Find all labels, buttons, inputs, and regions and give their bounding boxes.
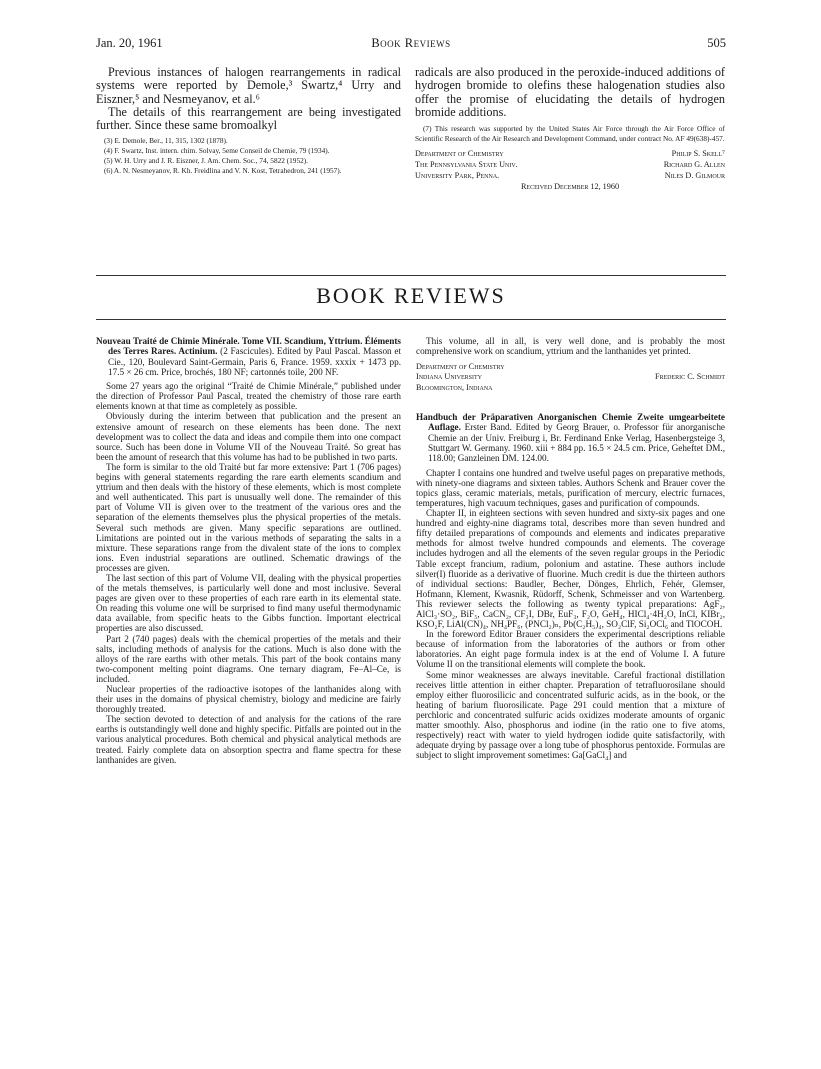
review-paragraph: The form is similar to the old Traité but far more extensive: Part 1 (706 pages) begins with general statements regarding the rare earth elements scandium and yttrium and then deals with the history of these elements, which is most complete and well authenticated. This part is unusually well done. The remainder of this part of Volume VII is given over to the treatment of the various ores and the separation of the elements themselves plus the physical properties of the metals. Several such methods are given. Many specific separations are outlined. Limitations are pointed out in the various methods of separating the salts in a mixture. These separations range from the divalent state of the ions to complex ions. Even industrial separations are outlined. Schematic drawings of the processes are given. bbox=[96, 461, 401, 573]
review-citation bbox=[416, 412, 725, 463]
review-paragraph: Nuclear properties of the radioactive isotopes of the lanthanides along with their uses in the domains of physical chemistry, biology and medicine are fairly thoroughly treated. bbox=[96, 684, 401, 715]
communication-left-column bbox=[96, 66, 401, 176]
book-details: Erster Band. Edited by Georg Brauer, o. Professor für anorganische Chemie an der Univ. Freiburg i, Br. Ferdinand Enke Verlag, Hasenbergsteige 3, Stuttgart W. Germany. 1960. xiii + 884 pp. 16.5 × 24.5 cm. Price, Geheftet DM., 118.00; Ganzleinen DM. 124.00. bbox=[428, 422, 726, 464]
review-paragraph: Some minor weaknesses are always inevitable. Careful fractional distillation receives little attention in either chapter. Preparation of tetrafluorosilane should employ either fluorosilicic and concentrated sulfuric acids, as in the book, or the heating of barium fluorosilicate. Page 291 could mention that a mixture of perchloric and concentrated sulfuric acids oxidizes moderate amounts of organic matter smoothly. Also, phosphorus and iodine (in the ratio one to five atoms, respectively) react with water to yield hydrogen iodide quite satisfactorily, with adequate drying by passage over a long tube of phosphorus pentoxide. Formulas are subject to slight improvement sometimes: Ga[GaCl₄] and bbox=[416, 669, 725, 761]
section-rule-top bbox=[96, 275, 726, 276]
body-paragraph: radicals are also produced in the peroxide-induced additions of hydrogen bromide to olefins these halogenation studies also offer the promise of elucidating the details of hydrogen bromide additions. bbox=[415, 65, 725, 119]
reviewer-affiliation: Indiana University bbox=[416, 372, 483, 382]
header-date: Jan. 20, 1961 bbox=[96, 36, 163, 50]
footnote: (4) F. Swartz, Inst. intern. chim. Solvay, 5eme Conseil de Chemie, 79 (1934). bbox=[104, 146, 330, 156]
author-name: Philip S. Skell⁷ bbox=[671, 149, 725, 159]
review-paragraph: In the foreword Editor Brauer considers the experimental descriptions reliable because of information from the laboratories of the authors or from other laboratories. An eight page formula index is at the end of Volume I. A future Volume II on the transitional elements will complete the book. bbox=[416, 629, 725, 670]
affiliation-line: The Pennsylvania State Univ. bbox=[415, 160, 518, 170]
author-name: Niles D. Gilmour bbox=[664, 171, 725, 181]
author-name: Richard G. Allen bbox=[663, 160, 725, 170]
received-date: Received December 12, 1960 bbox=[520, 182, 620, 192]
footnote: (6) A. N. Nesmeyanov, R. Kh. Freidlina and V. N. Kost, Tetrahedron, 241 (1957). bbox=[104, 165, 342, 175]
header-journal-section: Book Reviews bbox=[371, 36, 451, 50]
header-page-number: 505 bbox=[707, 36, 726, 50]
book-details: (2 Fascicules). Edited by Paul Pascal. Masson et Cie., 120, Boulevard Saint-Germain, Paris 6, France. 1959. xxxix + 1473 pp. 17.5 × 26 cm. Price, brochés, 180 NF; cartonnés toile, 200 NF. bbox=[108, 346, 402, 377]
reviewer-name: Frederic C. Schmidt bbox=[654, 372, 725, 382]
reviewer-affiliation: Bloomington, Indiana bbox=[416, 382, 493, 392]
reviewer-signature bbox=[416, 362, 725, 396]
acknowledgment-footnote: (7) This research was supported by the United States Air Force through the Air Force Office of Scientific Research of the Air Research and Development Command, under contract No. AF 49(638)-457. bbox=[415, 124, 725, 143]
section-title: BOOK REVIEWS bbox=[316, 283, 506, 308]
review-paragraph: Chapter II, in eighteen sections with seven hundred and sixty-six pages and one hundred and eighty-nine diagrams total, describes more than seven hundred and fifty detailed preparations of compounds and elements and indicates preparative methods for almost twelve hundred compounds and elements. The coverage includes hydrogen and all the elements of the seven regular groups in the Periodic Table except francium, radium, polonium and astatine. These authors include silver(I) fluoride as a derivative of fluorine. Much credit is due the thirteen authors of individual sections: Baudler, Becher, Dönges, Ehrlich, Fehér, Glemser, Hofmann, Klement, Kwasnik, Rüdorff, Schenk, Schmeisser and von Wartenberg. This reviewer selects the following as twenty typical preparations: AgF₂, AlCl₃·SO₂, BiF₅, CaCN₂, CF₃I, DBr, EuF₃, F₂O, GeH₄, HICl₄·4H₂O, InCl, KIBr₂, KSO₂F, LiAl(CN)₄, NH₄PF₆, (PNCl₂)ₙ, Pb(C₂H₅)₄, SO₂ClF, Si₂OCl₆ and TlOCOH. bbox=[416, 508, 725, 630]
reviewer-affiliation: Department of Chemistry bbox=[416, 362, 505, 372]
review-left-column bbox=[96, 336, 401, 765]
section-rule-bottom bbox=[96, 319, 726, 320]
review-paragraph: Part 2 (740 pages) deals with the chemical properties of the metals and their salts, including methods of analysis for the cations. Much is also done with the alloys of the rare earths with other metals. This part of the book contains many two-component melting point diagrams. One ternary diagram, Fe–Al–Ce, is included. bbox=[96, 633, 401, 684]
review-citation bbox=[96, 336, 401, 377]
book-title: Nouveau Traité de Chimie Minérale. Tome VII. Scandium, Yttrium. Éléments des Terres Rares. Actinium. bbox=[96, 336, 401, 357]
review-right-column bbox=[416, 336, 725, 760]
review-paragraph: Chapter I contains one hundred and twelve useful pages on preparative methods, with ninety-one diagrams and sixteen tables. Authors Schenk and Brauer cover the topics glass, ceramic materials, metals, purification of mercury, electric furnaces, temperatures, high vacuum techniques, gases and purification of compounds. bbox=[416, 467, 725, 508]
footnote: (3) E. Demole, Ber., 11, 315, 1302 (1878). bbox=[104, 136, 228, 146]
book-title: Handbuch der Präparativen Anorganischen Chemie Zweite umgearbeitete Auflage. bbox=[416, 412, 725, 433]
body-paragraph: The details of this rearrangement are being investigated further. Since these same bromoalkyl bbox=[96, 104, 401, 133]
affiliation-line: University Park, Penna. bbox=[415, 171, 500, 181]
author-block bbox=[415, 149, 725, 193]
review-paragraph: The section devoted to detection of and analysis for the cations of the rare earths is outstandingly well done and highly specific. Pitfalls are pointed out in the various analytical procedures. Both chemical and physical analytical methods are treated. Fairly complete data on absorption spectra and flame spectra for these lanthanides are given. bbox=[96, 714, 401, 765]
running-header bbox=[96, 36, 726, 54]
review-paragraph: Obviously during the interim between that publication and the present an extensive amount of research on these elements has been done. The next development was to collect the data and ideas and compile them into one compact source. Such has been done in Volume VII of the Nouveau Traité. So great has been the amount of research that this volume has had to be published in two parts. bbox=[96, 411, 401, 462]
review-paragraph: The last section of this part of Volume VII, dealing with the physical properties of the metals themselves, is particularly well done and most inclusive. Several pages are given over to these properties of each rare earth in its elemental state. On reading this volume one will be surprised to find many useful thermodynamic data available, from specific heats to the Gibbs function. Important electrical properties are also discussed. bbox=[96, 572, 401, 634]
communication-right-column bbox=[415, 66, 725, 193]
affiliation-line: Department of Chemistry bbox=[415, 149, 504, 159]
review-paragraph: Some 27 years ago the original “Traité de Chimie Minérale,” published under the direction of Professor Paul Pascal, treated the chemistry of those rare earth elements known at that time as completely as possible. bbox=[96, 381, 401, 412]
body-paragraph: Previous instances of halogen rearrangements in radical systems were reported by Demole,³ Swartz,⁴ Urry and Eiszner,⁵ and Nesmeyanov, et al.⁶ bbox=[96, 65, 401, 106]
review-paragraph: This volume, all in all, is very well done, and is probably the most comprehensive work on scandium, yttrium and the lanthanides yet printed. bbox=[416, 336, 725, 357]
footnote: (5) W. H. Urry and J. R. Eiszner, J. Am. Chem. Soc., 74, 5822 (1952). bbox=[104, 156, 309, 166]
footnotes bbox=[96, 136, 401, 175]
